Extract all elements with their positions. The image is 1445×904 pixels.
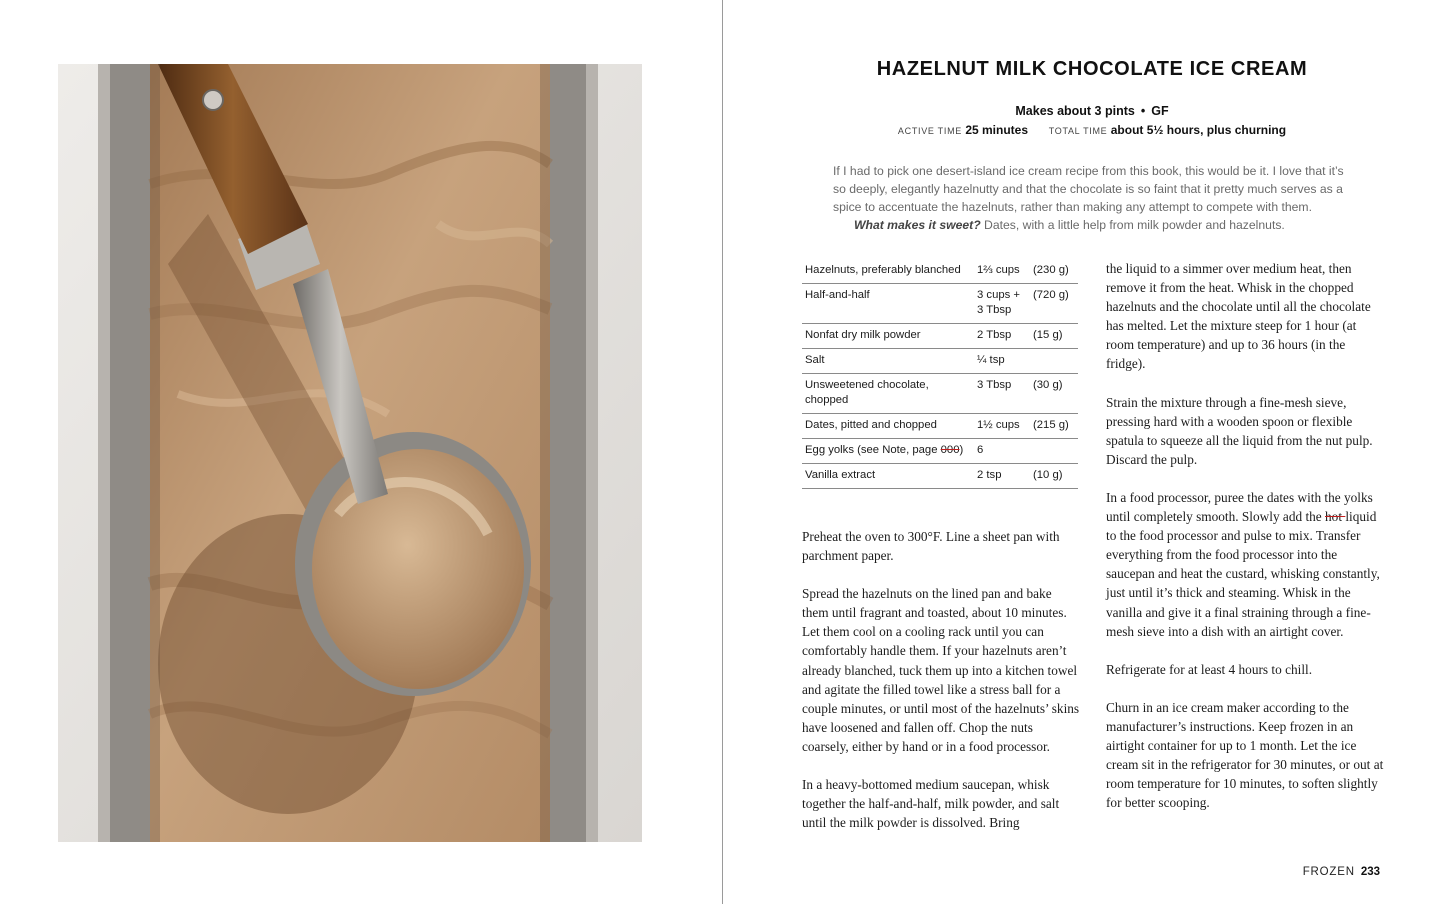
recipe-yield-line <box>760 104 1424 118</box>
struck-page-ref: 000 <box>940 444 960 456</box>
ingredient-volume: 2 Tbsp <box>974 324 1030 349</box>
ingredient-row <box>802 464 1078 489</box>
ingredient-row <box>802 259 1078 284</box>
ingredient-volume: 3 Tbsp <box>974 374 1030 414</box>
active-time-label: ACTIVE TIME <box>897 126 962 136</box>
ingredient-weight: (215 g) <box>1030 414 1078 439</box>
ingredient-volume: 6 <box>974 439 1030 464</box>
method-step: Refrigerate for at least 4 hours to chill. <box>1106 661 1313 677</box>
ingredient-volume: ¼ tsp <box>974 349 1030 374</box>
ingredient-volume: 1½ cups <box>974 414 1030 439</box>
headnote-answer: Dates, with a little help from milk powder and hazelnuts. <box>984 218 1285 232</box>
method-column-left <box>802 527 1080 851</box>
ingredient-weight: (230 g) <box>1030 259 1078 284</box>
ingredient-row <box>802 439 1078 464</box>
bullet-separator: • <box>1140 104 1146 118</box>
page-number: 233 <box>1360 866 1380 878</box>
ingredient-weight <box>1030 439 1078 464</box>
page-footer <box>1240 866 1380 878</box>
struck-text: hot <box>1325 509 1346 525</box>
total-time-value: about 5½ hours, plus churning <box>1110 123 1287 137</box>
headnote-text: If I had to pick one desert-island ice cream recipe from this book, this would be it. I love that it’s so deeply, elegantly hazelnutty and that the chocolate is so faint that it pretty much serves as a spice to accentuate the hazelnuts, rather than making any attempt to compete with them. <box>833 164 1344 214</box>
ingredient-name: Salt <box>802 349 974 374</box>
ingredient-volume: 2 tsp <box>974 464 1030 489</box>
method-step: Churn in an ice cream maker according to the manufacturer’s instructions. Keep frozen in an airtight container for up to 1 month. Let the ice cream sit in the refrigerator for 30 minutes, or out at room temperature for 10 minutes, to soften slightly for better scooping. <box>1106 699 1384 811</box>
ingredient-name: Dates, pitted and chopped <box>802 414 974 439</box>
ingredient-volume: 3 cups + 3 Tbsp <box>974 284 1030 324</box>
ingredient-weight: (10 g) <box>1030 464 1078 489</box>
diet-tag: GF <box>1151 104 1169 118</box>
ingredient-name: Hazelnuts, preferably blanched <box>802 259 974 284</box>
method-step: Strain the mixture through a fine-mesh sieve, pressing hard with a wooden spoon or flexible spatula to squeeze all the liquid from the nut pulp. Discard the pulp. <box>1106 394 1373 467</box>
method-step: In a food processor, puree the dates with the yolks until completely smooth. Slowly add the hot liquid to the food processor and pulse to mix. Transfer everything from the food processor into the saucepan and heat the custard, whisking constantly, just until it’s thick and steaming. Whisk in the vanilla and give it a final straining through a fine-mesh sieve into a dish with an airtight cover. <box>1106 489 1380 639</box>
recipe-yield: Makes about 3 pints <box>1015 104 1135 118</box>
ingredient-row <box>802 414 1078 439</box>
ingredient-weight <box>1030 349 1078 374</box>
ingredients-table <box>802 259 1078 489</box>
total-time-label: TOTAL TIME <box>1048 126 1108 136</box>
headnote-question: What makes it sweet? <box>854 218 981 232</box>
ice-cream-photo <box>58 64 642 842</box>
ingredient-row <box>802 284 1078 324</box>
ingredient-weight: (720 g) <box>1030 284 1078 324</box>
ingredient-name: Unsweetened chocolate, chopped <box>802 374 974 414</box>
ingredient-weight: (30 g) <box>1030 374 1078 414</box>
ingredient-row <box>802 324 1078 349</box>
ingredient-row <box>802 349 1078 374</box>
method-column-right <box>1106 259 1386 831</box>
method-step: Spread the hazelnuts on the lined pan and bake them until fragrant and toasted, about 10 minutes. Let them cool on a cooling rack until you can comfortably handle them. If your hazelnuts aren’t already blanched, tuck them up into a kitchen towel and agitate the filled towel like a stress ball for a couple minutes, or until most of the hazelnuts’ skins have loosened and fallen off. Chop the nuts coarsely, either by hand or in a food processor. <box>802 586 1080 754</box>
method-step: In a heavy-bottomed medium saucepan, whisk together the half-and-half, milk powder, and salt until the milk powder is dissolved. Bring <box>802 777 1060 831</box>
ingredient-name: Vanilla extract <box>802 464 974 489</box>
ingredient-name: Half-and-half <box>802 284 974 324</box>
headnote-sweetener-line <box>833 216 1359 234</box>
section-name: FROZEN <box>1302 866 1355 878</box>
ingredient-volume: 1⅔ cups <box>974 259 1030 284</box>
ingredient-row <box>802 374 1078 414</box>
method-step: the liquid to a simmer over medium heat, then remove it from the heat. Whisk in the chopped hazelnuts and the chocolate until all the chocolate has melted. Let the mixture steep for 1 hour (at room temperature) and up to 36 hours (in the fridge). <box>1106 261 1371 372</box>
ingredient-name: Egg yolks (see Note, page 000) <box>802 439 974 464</box>
recipe-times <box>760 123 1424 137</box>
method-step: Preheat the oven to 300°F. Line a sheet pan with parchment paper. <box>802 529 1060 564</box>
ingredient-name: Nonfat dry milk powder <box>802 324 974 349</box>
recipe-headnote <box>833 162 1359 234</box>
page-gutter-line <box>722 0 723 904</box>
ingredient-weight: (15 g) <box>1030 324 1078 349</box>
active-time-value: 25 minutes <box>965 123 1029 137</box>
recipe-title: HAZELNUT MILK CHOCOLATE ICE CREAM <box>876 58 1308 80</box>
